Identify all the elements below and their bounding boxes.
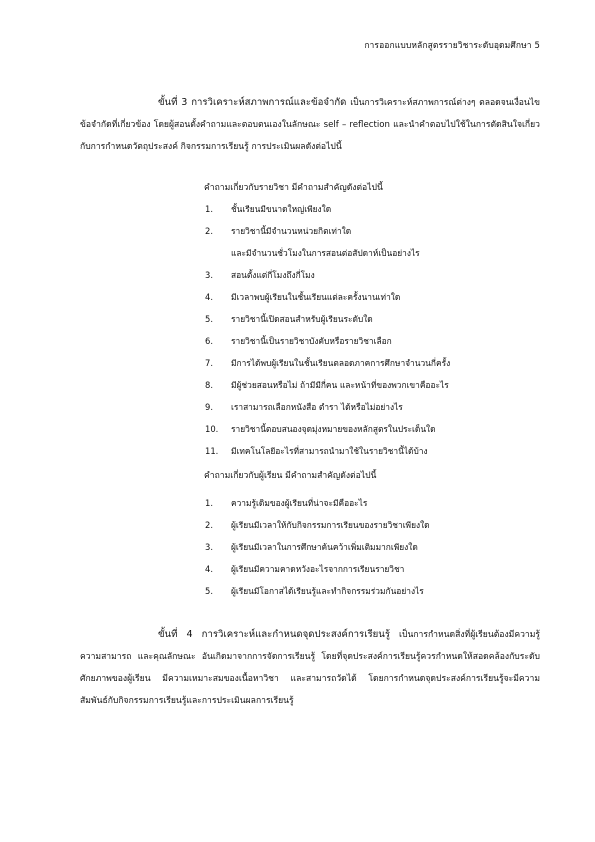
- list-item: 7. มีการได้พบผู้เรียนในชั้นเรียนตลอดภาคการศึกษาจำนวนกี่ครั้ง: [205, 358, 451, 368]
- course-questions-intro: คำถามเกี่ยวกับรายวิชา มีคำถามสำคัญดังต่อไปนี้: [204, 183, 383, 193]
- list-item: 6. รายวิชานี้เป็นรายวิชาบังคับหรือรายวิชาเลือก: [205, 336, 392, 346]
- list-item: 1. ชั้นเรียนมีขนาดใหญ่เพียงใด: [205, 204, 332, 214]
- list-item: 11. มีเทคโนโลยีอะไรที่สามารถนำมาใช้ในรายวิชานี้ได้บ้าง: [205, 446, 428, 456]
- list-item: 3. ผู้เรียนมีเวลาในการศึกษาค้นคว้าเพิ่มเติมมากเพียงใด: [205, 542, 418, 552]
- list-item: 2. รายวิชานี้มีจำนวนหน่วยกิตเท่าใด: [205, 226, 352, 236]
- list-item: 3. สอนตั้งแต่กี่โมงถึงกี่โมง: [205, 270, 315, 280]
- list-item: 9. เราสามารถเลือกหนังสือ ตำรา ได้หรือไม่อย่างไร: [205, 402, 403, 412]
- step4-body: เป็นการกำหนดสิ่งที่ผู้เรียนต้องมีความรู้ ความสามารถ และคุณลักษณะ อันเกิดมาจากการจัดการเรียนรู้ โดยที่จุดประสงค์การเรียนรู้ควรกำหนดให้สอดคล้องกับระดับศักยภาพของผู้เรียน มีความเหมาะสมของเนื้อหาวิชา และสามารถวัดได้ โดยการกำหนดจุดประสงค์การเรียนรู้จะมีความสัมพันธ์กับกิจกรรมการเรียนรู้และการประเมินผลการเรียนรู้: [80, 630, 540, 706]
- list-item-continuation: และมีจำนวนชั่วโมงในการสอนต่อสัปดาห์เป็นอย่างไร: [231, 248, 420, 258]
- list-item: 8. มีผู้ช่วยสอนหรือไม่ ถ้ามีมีกี่คน และหน้าที่ของพวกเขาคืออะไร: [205, 380, 449, 390]
- step3-body: เป็นการวิเคราะห์สภาพการณ์ต่างๆ ตลอดจนเงื่อนไขข้อจำกัดที่เกี่ยวข้อง โดยผู้สอนตั้งคำถามและตอบตนเองในลักษณะ self – reflection และนำคำตอบไปใช้ในการตัดสินใจเกี่ยวกับการกำหนดวัตถุประสงค์ กิจกรรมการเรียนรู้ การประเมินผลดังต่อไปนี้: [80, 98, 540, 152]
- step3-heading: ขั้นที่ 3 การวิเคราะห์สภาพการณ์และข้อจำกัด: [158, 97, 351, 108]
- list-item: 2. ผู้เรียนมีเวลาให้กับกิจกรรมการเรียนของรายวิชาเพียงใด: [205, 520, 430, 530]
- list-item: 4. มีเวลาพบผู้เรียนในชั้นเรียนแต่ละครั้งนานเท่าใด: [205, 292, 401, 302]
- page-header: การออกแบบหลักสูตรรายวิชาระดับอุดมศึกษา 5: [364, 41, 540, 51]
- list-item: 5. รายวิชานี้เปิดสอนสำหรับผู้เรียนระดับใด: [205, 314, 373, 324]
- step4-paragraph: [80, 624, 540, 712]
- learner-questions-list: [205, 492, 430, 602]
- list-item: 10. รายวิชานี้ตอบสนองจุดมุ่งหมายของหลักสูตรในประเด็นใด: [205, 424, 436, 434]
- learner-questions-intro: คำถามเกี่ยวกับผู้เรียน มีคำถามสำคัญดังต่อไปนี้: [204, 471, 377, 481]
- step3-paragraph: [80, 92, 540, 158]
- course-questions-list: [205, 198, 450, 462]
- list-item: 4. ผู้เรียนมีความคาดหวังอะไรจากการเรียนรายวิชา: [205, 564, 405, 574]
- list-item: 5. ผู้เรียนมีโอกาสได้เรียนรู้และทำกิจกรรมร่วมกันอย่างไร: [205, 586, 424, 596]
- step4-heading: ขั้นที่ 4 การวิเคราะห์และกำหนดจุดประสงค์การเรียนรู้: [158, 629, 400, 640]
- list-item: 1. ความรู้เดิมของผู้เรียนที่น่าจะมีคืออะไร: [205, 498, 368, 508]
